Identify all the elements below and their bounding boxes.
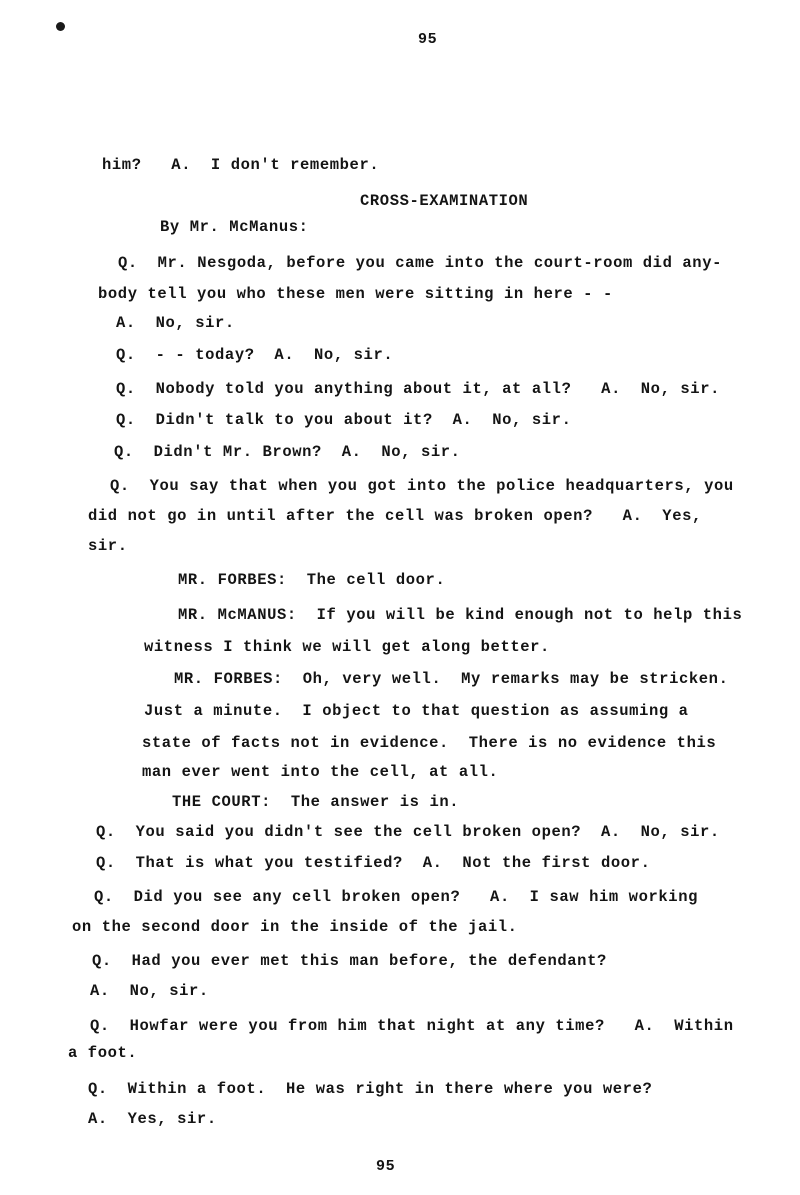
transcript-line: sir. [88, 537, 128, 555]
speaker-line: MR. FORBES: Oh, very well. My remarks may be stricken. [174, 670, 729, 688]
answer-line: A. No, sir. [116, 314, 235, 332]
transcript-line: a foot. [68, 1044, 138, 1062]
transcript-line: on the second door in the inside of the jail. [72, 918, 518, 936]
punch-hole-mark [56, 22, 65, 31]
speaker-line: MR. FORBES: The cell door. [178, 571, 446, 589]
question-line: Q. Had you ever met this man before, the defendant? [92, 952, 607, 970]
question-line: Q. Howfar were you from him that night at any time? A. Within [90, 1017, 734, 1035]
answer-line: A. Yes, sir. [88, 1110, 217, 1128]
section-heading: CROSS-EXAMINATION [360, 192, 529, 210]
page-number-bottom: 95 [376, 1158, 396, 1175]
question-line: Q. You say that when you got into the police headquarters, you [110, 477, 734, 495]
question-line: Q. Didn't Mr. Brown? A. No, sir. [114, 443, 461, 461]
page-number-top: 95 [418, 31, 438, 48]
question-line: Q. That is what you testified? A. Not the first door. [96, 854, 651, 872]
transcript-line: man ever went into the cell, at all. [142, 763, 499, 781]
transcript-line: body tell you who these men were sitting in here - - [98, 285, 613, 303]
question-line: Q. - - today? A. No, sir. [116, 346, 394, 364]
question-line: Q. You said you didn't see the cell broken open? A. No, sir. [96, 823, 720, 841]
question-line: Q. Within a foot. He was right in there where you were? [88, 1080, 653, 1098]
speaker-line: MR. McMANUS: If you will be kind enough not to help this [178, 606, 743, 624]
transcript-line: Just a minute. I object to that question as assuming a [144, 702, 689, 720]
transcript-line: state of facts not in evidence. There is no evidence this [142, 734, 717, 752]
answer-line: A. No, sir. [90, 982, 209, 1000]
speaker-line: THE COURT: The answer is in. [172, 793, 460, 811]
question-line: Q. Mr. Nesgoda, before you came into the court-room did any- [118, 254, 722, 272]
transcript-line: did not go in until after the cell was broken open? A. Yes, [88, 507, 702, 525]
question-line: Q. Nobody told you anything about it, at all? A. No, sir. [116, 380, 720, 398]
question-line: Q. Did you see any cell broken open? A. I saw him working [94, 888, 698, 906]
question-line: Q. Didn't talk to you about it? A. No, sir. [116, 411, 572, 429]
transcript-line: him? A. I don't remember. [102, 156, 380, 174]
examiner-line: By Mr. McManus: [160, 218, 309, 236]
transcript-line: witness I think we will get along better. [144, 638, 550, 656]
